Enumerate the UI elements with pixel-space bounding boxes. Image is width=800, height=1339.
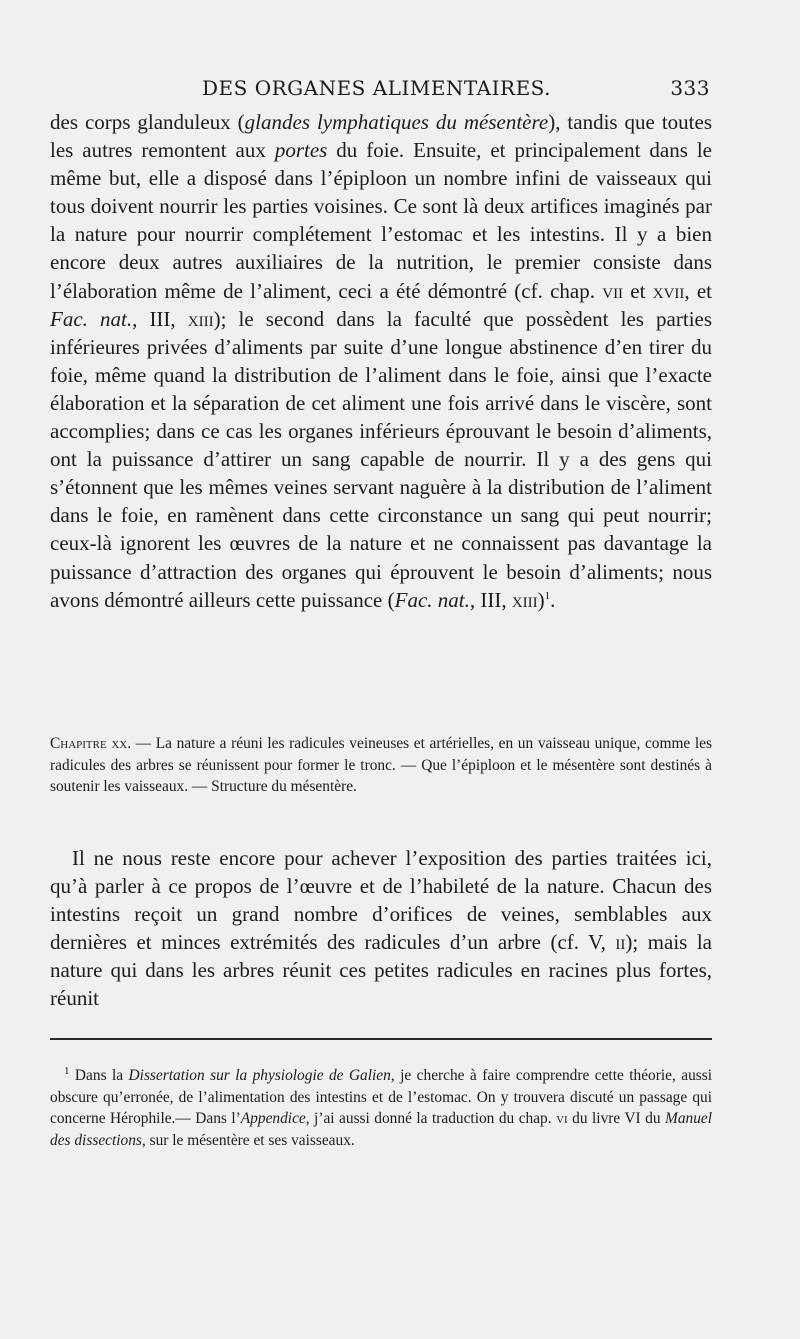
paragraph bbox=[50, 108, 712, 614]
roman-numeral: vi bbox=[556, 1110, 568, 1127]
chapter-text bbox=[50, 844, 712, 1013]
roman-numeral: vii bbox=[602, 278, 624, 303]
text-run: du foie. Ensuite, et principalement dans le même but, elle a disposé dans l’épiploon un nombre infini de vaisseaux qui tous doivent nourrir les parties voisines. Ce sont là deux artifices imaginés par la nature pour nourrir complétement l’estomac et les intestins. Il y a bien encore deux autres auxiliaires de la nutrition, le premier consiste dans l’élaboration même de l’aliment, ceci a été démontré (cf. chap. bbox=[50, 138, 712, 303]
running-title: DES ORGANES ALIMENTAIRES. bbox=[202, 76, 552, 100]
text-run: , j’ai aussi donné la traduction du chap. bbox=[305, 1110, 557, 1127]
roman-numeral: xvii bbox=[652, 278, 685, 303]
chapter-summary bbox=[50, 733, 712, 798]
text-run: ); le second dans la faculté que possèdent les parties inférieures privées d’aliments par suite d’une longue abstinence d’en tirer du foie, même quand la distribution de l’aliment dans le foie, ainsi que l’exacte élaboration et la séparation de cet aliment une fois arrivé dans le viscère, sont accomplies; dans ce cas les organes inférieurs éprouvant le besoin d’aliments, ont la puissance d’attirer un sang capable de nourrir. Il y a des gens qui s’étonnent que les mêmes veines servant naguère à la distribution de l’aliment dans le foie, en ramènent dans cette circonstance un sang qui peut nourrir; ceux-là ignorent les œuvres de la nature et ne connaissent pas davantage la puissance d’attraction des organes qui éprouvent le besoin d’aliments; nous avons démontré ailleurs cette puissance ( bbox=[50, 306, 713, 612]
text-run: Dans la bbox=[69, 1067, 129, 1084]
footnote-divider bbox=[50, 1038, 712, 1040]
text-run: des corps glanduleux ( bbox=[50, 110, 245, 134]
text-run: , et bbox=[684, 278, 713, 303]
text-run: , sur le mésentère et ses vaisseaux. bbox=[141, 1131, 355, 1149]
text-run: ) bbox=[537, 587, 545, 612]
main-text bbox=[50, 108, 712, 614]
paragraph bbox=[50, 844, 712, 1013]
text-run: . bbox=[550, 587, 556, 612]
italic-run: portes bbox=[274, 138, 328, 163]
text-run: Il ne nous reste encore pour achever l’exposition des parties traitées ici, qu’à parler à ce propos de l’œuvre et de l’habileté de la nature. Chacun des intestins reçoit un grand nombre d’orifices de veines, semblables aux dernières et minces extrémités des radicules d’un arbre (cf. V, bbox=[50, 846, 712, 955]
text-run: du livre VI du bbox=[567, 1110, 666, 1127]
text-run: et bbox=[623, 278, 653, 303]
running-header bbox=[50, 76, 710, 104]
chapter-summary-text: — La nature a réuni les radicules veineuses et artérielles, en un vaisseau unique, comme les radicules des arbres se réunissent pour former le tronc. — Que l’épiploon et le mésentère sont destinés à soutenir les vaisseaux. — Structure du mésentère. bbox=[50, 735, 712, 796]
italic-run: glandes lymphatiques du mésentère bbox=[244, 110, 549, 134]
italic-run: Appendice bbox=[240, 1110, 306, 1127]
page-number: 333 bbox=[670, 76, 710, 100]
text-run: ), tandis que toutes les autres remontent aux bbox=[50, 110, 712, 163]
chapter-heading: Chapitre xx. bbox=[50, 735, 132, 752]
footnote-text bbox=[50, 1065, 712, 1151]
italic-run: Manuel des dissections bbox=[50, 1110, 713, 1149]
roman-numeral: ii bbox=[615, 930, 626, 955]
footnote-mark: 1 bbox=[64, 1064, 70, 1077]
text-run: , III, bbox=[469, 587, 512, 612]
italic-run: Fac. nat. bbox=[394, 587, 470, 612]
italic-run: Fac. nat. bbox=[50, 306, 133, 331]
italic-run: Dissertation sur la physiologie de Galien bbox=[128, 1067, 391, 1084]
text-run: , III, bbox=[132, 306, 188, 331]
footnote-reference: 1 bbox=[544, 589, 551, 602]
roman-numeral: xiii bbox=[187, 306, 214, 331]
footnote bbox=[50, 1065, 712, 1151]
text-run: , je cherche à faire comprendre cette théorie, aussi obscure qu’erronée, de l’alimentation des intestins et de l’estomac. On y trouvera discuté un passage qui concerne Hérophile.— Dans l’ bbox=[50, 1067, 713, 1127]
roman-numeral: xiii bbox=[511, 587, 538, 612]
text-run: ); mais la nature qui dans les arbres réunit ces petites radicules en racines plus fortes, réunit bbox=[50, 930, 713, 1011]
